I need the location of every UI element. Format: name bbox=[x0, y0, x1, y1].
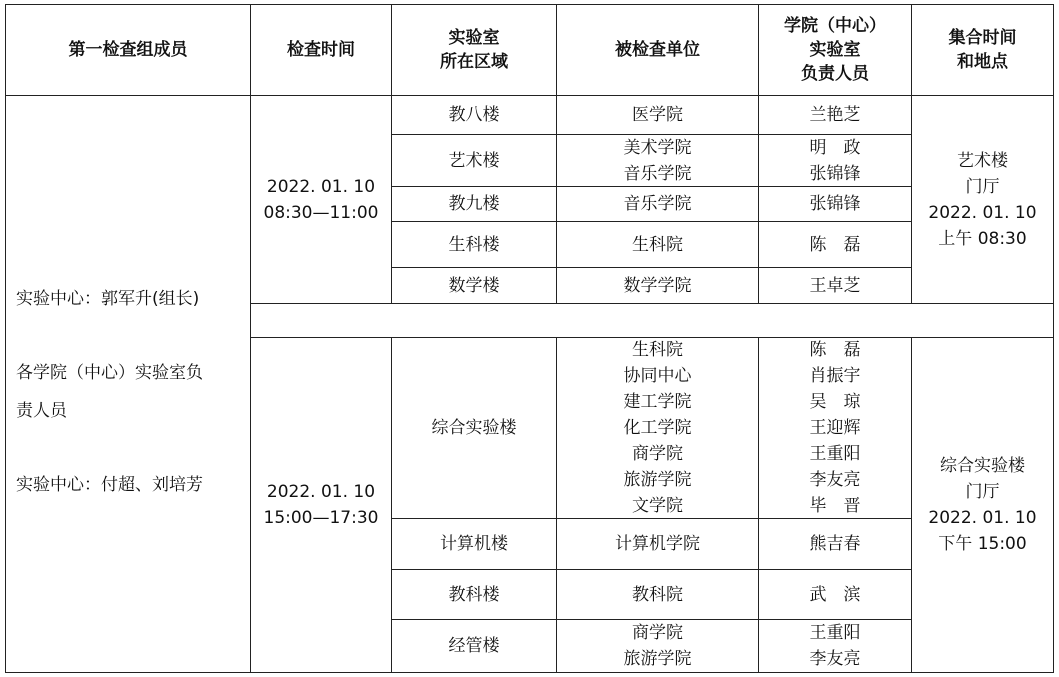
s2-row4-unit bbox=[556, 619, 759, 673]
session1-time bbox=[250, 95, 392, 304]
s1-row1-people bbox=[758, 95, 912, 135]
person-label: 陈 磊 bbox=[809, 234, 861, 255]
session1-meeting-time: 上午 08:30 bbox=[938, 228, 1027, 249]
session1-hours: 08:30—11:00 bbox=[263, 202, 379, 223]
unit-label: 文学院 bbox=[632, 496, 683, 516]
s1-row3-unit bbox=[556, 186, 759, 222]
member-line-2b: 责人员 bbox=[16, 401, 67, 421]
area-label: 数学楼 bbox=[448, 275, 500, 296]
member-line-3: 实验中心：付超、刘培芳 bbox=[16, 475, 203, 495]
person-label: 王重阳 bbox=[809, 623, 861, 643]
person-label: 王重阳 bbox=[809, 444, 861, 464]
area-label: 计算机楼 bbox=[440, 534, 508, 554]
header-members-text: 第一检查组成员 bbox=[68, 40, 188, 60]
area-label: 生科楼 bbox=[448, 234, 500, 255]
area-label: 艺术楼 bbox=[448, 150, 500, 171]
unit-label: 旅游学院 bbox=[623, 470, 692, 490]
s2-row2-area bbox=[391, 518, 557, 570]
person-label: 肖振宇 bbox=[809, 366, 861, 386]
header-unit bbox=[556, 4, 759, 96]
header-meeting bbox=[911, 4, 1054, 96]
session2-meeting-date: 2022. 01. 10 bbox=[928, 508, 1037, 528]
person-label: 熊吉春 bbox=[809, 534, 861, 554]
session1-meeting-spot: 门厅 bbox=[965, 176, 1000, 197]
person-label: 李友亮 bbox=[809, 470, 861, 490]
header-unit-text: 被检查单位 bbox=[615, 40, 700, 60]
unit-label: 医学院 bbox=[632, 105, 683, 125]
unit-label: 生科院 bbox=[632, 340, 683, 360]
member-line-2a: 各学院（中心）实验室负 bbox=[16, 363, 203, 383]
s2-row1-unit bbox=[556, 337, 759, 519]
unit-label: 商学院 bbox=[632, 444, 683, 464]
s2-row2-unit bbox=[556, 518, 759, 570]
area-label: 教九楼 bbox=[448, 194, 500, 214]
person-label: 李友亮 bbox=[809, 649, 861, 669]
person-label: 王卓芝 bbox=[809, 275, 861, 296]
area-label: 综合实验楼 bbox=[431, 418, 517, 438]
s2-row3-people bbox=[758, 569, 912, 620]
s2-row4-people bbox=[758, 619, 912, 673]
s1-row4-people bbox=[758, 221, 912, 268]
unit-label: 美术学院 bbox=[623, 137, 692, 158]
s1-row5-people bbox=[758, 267, 912, 304]
person-label: 王迎辉 bbox=[809, 418, 861, 438]
s2-row3-area bbox=[391, 569, 557, 620]
header-members bbox=[5, 4, 251, 96]
header-responsible-line1: 学院（中心） bbox=[784, 16, 886, 36]
header-area-line1: 实验室 bbox=[448, 28, 500, 48]
unit-label: 生科院 bbox=[632, 234, 683, 255]
session2-meeting-place: 综合实验楼 bbox=[940, 456, 1025, 476]
person-label: 武 滨 bbox=[809, 584, 861, 605]
s1-row2-area bbox=[391, 134, 557, 187]
session2-hours: 15:00—17:30 bbox=[263, 508, 379, 528]
unit-label: 旅游学院 bbox=[623, 649, 692, 669]
s2-row3-unit bbox=[556, 569, 759, 620]
header-time bbox=[250, 4, 392, 96]
members-cell bbox=[5, 95, 251, 673]
session2-date: 2022. 01. 10 bbox=[266, 482, 376, 502]
header-area bbox=[391, 4, 557, 96]
member-line-1: 实验中心：郭军升(组长) bbox=[16, 289, 200, 309]
unit-label: 计算机学院 bbox=[615, 534, 700, 554]
session1-meeting-place: 艺术楼 bbox=[957, 150, 1008, 171]
unit-label: 协同中心 bbox=[623, 366, 692, 386]
s2-row4-area bbox=[391, 619, 557, 673]
header-meeting-line1: 集合时间 bbox=[948, 28, 1017, 48]
header-responsible-line3: 负责人员 bbox=[801, 64, 869, 84]
header-responsible-line2: 实验室 bbox=[809, 40, 861, 60]
person-label: 明 政 bbox=[809, 137, 861, 158]
s1-row1-unit bbox=[556, 95, 759, 135]
unit-label: 音乐学院 bbox=[623, 194, 692, 214]
person-label: 吴 琼 bbox=[809, 392, 861, 412]
header-responsible bbox=[758, 4, 912, 96]
area-label: 教八楼 bbox=[448, 105, 500, 125]
session2-time bbox=[250, 337, 392, 673]
unit-label: 化工学院 bbox=[623, 418, 692, 438]
s2-row1-people bbox=[758, 337, 912, 519]
unit-label: 音乐学院 bbox=[623, 163, 692, 184]
s2-row1-area bbox=[391, 337, 557, 519]
s1-row3-area bbox=[391, 186, 557, 222]
session2-meeting bbox=[911, 337, 1054, 673]
s1-row2-people bbox=[758, 134, 912, 187]
session2-meeting-time: 下午 15:00 bbox=[938, 534, 1027, 554]
unit-label: 教科院 bbox=[632, 584, 683, 605]
s1-row5-area bbox=[391, 267, 557, 304]
person-label: 兰艳芝 bbox=[809, 105, 861, 125]
area-label: 教科楼 bbox=[448, 584, 500, 605]
s1-row1-area bbox=[391, 95, 557, 135]
s1-row4-area bbox=[391, 221, 557, 268]
person-label: 张锦锋 bbox=[809, 163, 861, 184]
person-label: 陈 磊 bbox=[809, 340, 861, 360]
unit-label: 数学学院 bbox=[623, 275, 692, 296]
area-label: 经管楼 bbox=[448, 636, 500, 656]
session2-meeting-spot: 门厅 bbox=[965, 482, 1000, 502]
unit-label: 建工学院 bbox=[623, 392, 692, 412]
s1-row3-people bbox=[758, 186, 912, 222]
session1-date: 2022. 01. 10 bbox=[266, 176, 376, 197]
header-area-line2: 所在区域 bbox=[440, 52, 508, 72]
session1-meeting bbox=[911, 95, 1054, 304]
s2-row2-people bbox=[758, 518, 912, 570]
header-time-text: 检查时间 bbox=[287, 40, 355, 60]
s1-row5-unit bbox=[556, 267, 759, 304]
s1-row4-unit bbox=[556, 221, 759, 268]
person-label: 毕 晋 bbox=[809, 496, 861, 516]
session1-meeting-date: 2022. 01. 10 bbox=[928, 202, 1037, 223]
unit-label: 商学院 bbox=[632, 623, 683, 643]
person-label: 张锦锋 bbox=[809, 194, 861, 214]
separator-row bbox=[250, 303, 1054, 338]
header-meeting-line2: 和地点 bbox=[957, 52, 1008, 72]
s1-row2-unit bbox=[556, 134, 759, 187]
